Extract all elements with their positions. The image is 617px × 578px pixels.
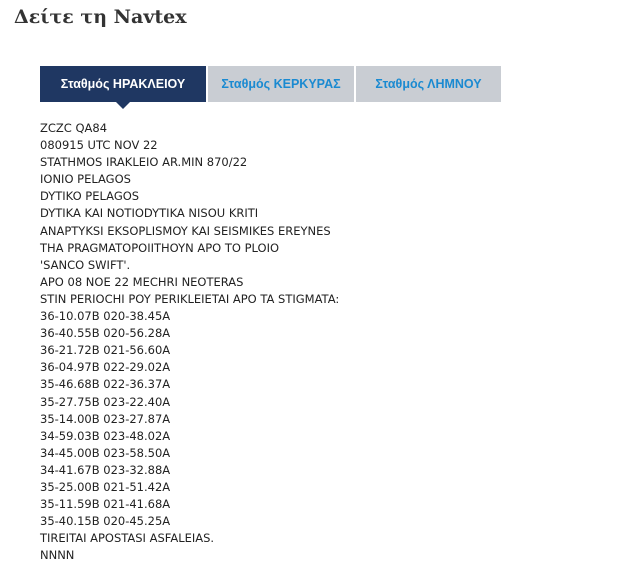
message-line: DYTIKO PELAGOS xyxy=(40,189,140,204)
message-line: 35-11.59B 021-41.68A xyxy=(40,497,171,512)
station-tabs xyxy=(40,66,503,102)
message-line: 35-40.15B 020-45.25A xyxy=(40,514,171,529)
message-line: ZCZC QA84 xyxy=(40,121,108,135)
tab-heraklion-station[interactable]: Σταθμός ΗΡΑΚΛΕΙΟΥ xyxy=(40,66,206,102)
message-line: 36-40.55B 020-56.28A xyxy=(40,326,171,341)
message-line: 36-10.07B 020-38.45A xyxy=(40,309,171,324)
message-line: THA PRAGMATOPOIITHOYN APO TO PLOIO xyxy=(40,240,280,255)
message-line: 'SANCO SWIFT'. xyxy=(40,257,131,272)
message-line: 080915 UTC NOV 22 xyxy=(40,138,158,153)
navtex-message xyxy=(40,120,339,564)
message-line: 36-21.72B 021-56.60A xyxy=(40,343,171,358)
message-line: IONIO PELAGOS xyxy=(40,172,131,187)
message-line: STATHMOS IRAKLEIO AR.MIN 870/22 xyxy=(40,155,248,170)
message-line: DYTIKA KAI NOTIODYTIKA NISOU KRITI xyxy=(40,206,259,221)
message-line: ANAPTYKSI EKSOPLISMOY KAI SEISMIKES EREYNES xyxy=(40,223,331,238)
message-line: 34-45.00B 023-58.50A xyxy=(40,445,171,460)
tab-kerkyra-station[interactable]: Σταθμός ΚΕΡΚΥΡΑΣ xyxy=(208,66,354,102)
message-line: STIN PERIOCHI POY PERIKLEIETAI APO TA STIGMATA: xyxy=(40,291,340,306)
message-line: TIREITAI APOSTASI ASFALEIAS. xyxy=(40,531,215,546)
message-line: 35-46.68B 022-36.37A xyxy=(40,377,171,392)
message-line: 35-25.00B 021-51.42A xyxy=(40,479,171,494)
tab-limnos-station[interactable]: Σταθμός ΛΗΜΝΟΥ xyxy=(356,66,501,102)
message-line: 35-27.75B 023-22.40A xyxy=(40,394,171,409)
message-line: APO 08 NOE 22 MECHRI NEOTERAS xyxy=(40,274,244,289)
page-title: Δείτε τη Navtex xyxy=(14,6,187,28)
message-line: NNNN xyxy=(40,548,75,563)
message-line: 34-41.67B 023-32.88A xyxy=(40,462,171,477)
message-line: 34-59.03B 023-48.02A xyxy=(40,428,171,443)
message-line: 35-14.00B 023-27.87A xyxy=(40,411,171,426)
message-line: 36-04.97B 022-29.02A xyxy=(40,360,171,375)
